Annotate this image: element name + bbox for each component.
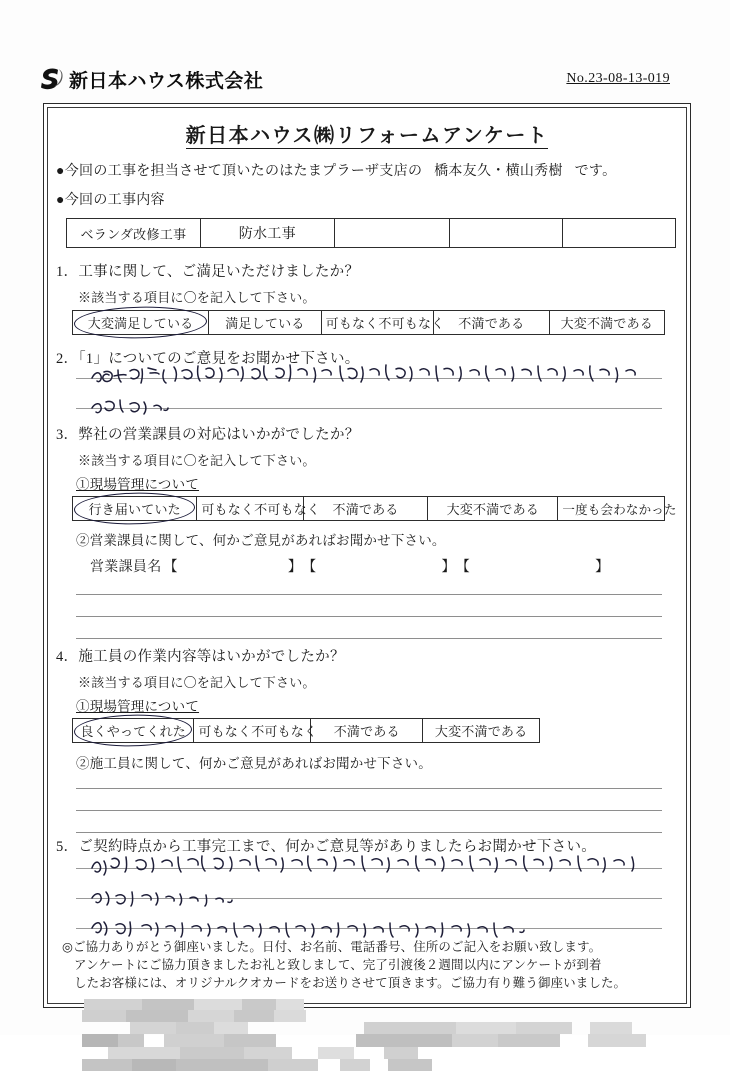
page-header — [38, 62, 692, 96]
question-3-answer-lines[interactable] — [56, 594, 678, 639]
q3-rule-2 — [76, 616, 662, 617]
document-number: No.23-08-13-019 — [566, 71, 670, 86]
personal-info-redacted — [78, 999, 678, 1071]
sales-staff-name-label: 営業課員名 — [90, 560, 162, 575]
q4-option-1[interactable]: 可もなく不可もなく — [194, 719, 311, 743]
question-1-text: 1．工事に関して、ご満足いただけましたか？ — [56, 264, 360, 280]
q4-option-0[interactable]: 良くやってくれた — [73, 719, 194, 743]
question-4-sublabel-2: ②施工員に関して、何かご意見があればお聞かせ下さい。 — [76, 756, 432, 771]
q4-option-3[interactable]: 大変不満である — [423, 719, 540, 743]
q5-rule-3 — [76, 928, 662, 929]
staff-names: 橋本友久・横山秀樹 — [434, 164, 563, 179]
q3-rule-1 — [76, 594, 662, 595]
table-row — [73, 311, 665, 335]
q3-option-4[interactable]: 一度も会わなかった — [558, 497, 665, 521]
intro-line — [56, 160, 678, 180]
question-3-text: 3．弊社の営業課員の対応はいかがでしたか？ — [56, 427, 360, 443]
work-content-table — [66, 218, 676, 248]
footer-line-1: ◎ご協力ありがとう御座いました。日付、お名前、電話番号、住所のご記入をお願い致します。 — [62, 940, 602, 954]
footer-note — [62, 939, 678, 992]
q4-option-2[interactable]: 不満である — [311, 719, 423, 743]
question-3-sublabel-1 — [76, 473, 678, 493]
page-title-text: 新日本ハウス㈱リフォームアンケート — [185, 125, 549, 147]
q3-rule-3 — [76, 638, 662, 639]
footer-line-3: したお客様には、オリジナルクオカードをお送りさせて頂きます。ご協力有り難う御座いました。 — [74, 975, 627, 990]
question-3-sublabel-2: ②営業課員に関して、何かご意見があればお聞かせ下さい。 — [76, 533, 446, 548]
work-cell-5[interactable] — [562, 219, 675, 248]
company-branding — [38, 66, 263, 93]
intro-text: ●今回の工事を担当させて頂いたのはたまプラーザ支店の — [56, 164, 423, 179]
q1-option-0[interactable]: 大変満足している — [73, 311, 209, 335]
question-4-sublabel-1 — [76, 695, 678, 715]
table-row — [73, 719, 540, 743]
q3-sublabel-1-text: ①現場管理について — [76, 477, 200, 492]
question-4-note: ※該当する項目に〇を記入して下さい。 — [78, 675, 316, 690]
question-4-text: 4．施工員の作業内容等はいかがでしたか？ — [56, 649, 345, 665]
question-4-answer-lines[interactable] — [56, 788, 678, 833]
sales-staff-name-row — [90, 556, 678, 576]
question-1-options — [72, 310, 665, 335]
q3-option-2[interactable]: 不満である — [303, 497, 427, 521]
question-3-options — [72, 496, 677, 521]
table-row — [67, 219, 676, 248]
question-2-answer-area[interactable] — [56, 378, 678, 409]
q4-rule-2 — [76, 810, 662, 811]
sales-staff-field-2[interactable]: 【 】 — [302, 560, 456, 575]
page-title — [56, 119, 678, 148]
company-name: 新日本ハウス株式会社 — [69, 69, 264, 92]
q1-option-3[interactable]: 不満である — [434, 311, 549, 335]
q2-rule-2 — [76, 408, 662, 409]
shinnihon-house-logo-icon — [38, 67, 64, 91]
q1-option-4[interactable]: 大変不満である — [549, 311, 664, 335]
footer-line-2: アンケートにご協力頂きましたお礼と致しまして、完了引渡後２週間以内にアンケートが到着 — [74, 957, 602, 972]
question-5-text: 5．ご契約時点から工事完工まで、何かご意見等がありましたらお聞かせ下さい。 — [56, 839, 597, 855]
table-row — [73, 497, 665, 521]
sales-staff-field-3[interactable]: 【 】 — [455, 560, 610, 575]
question-3-note: ※該当する項目に〇を記入して下さい。 — [78, 453, 316, 468]
form-frame — [43, 103, 691, 1008]
question-5-answer-area[interactable] — [56, 868, 678, 929]
question-1-note: ※該当する項目に〇を記入して下さい。 — [78, 290, 316, 305]
work-cell-4[interactable] — [450, 219, 563, 248]
q1-option-1[interactable]: 満足している — [209, 311, 321, 335]
q3-option-0[interactable]: 行き届いていた — [73, 497, 197, 521]
work-cell-1[interactable]: ベランダ改修工事 — [67, 219, 201, 248]
q3-option-1[interactable]: 可もなく不可もなく — [197, 497, 304, 521]
q4-rule-3 — [76, 832, 662, 833]
question-4-options — [72, 718, 540, 743]
work-cell-3[interactable] — [334, 219, 450, 248]
q3-option-3[interactable]: 大変不満である — [428, 497, 558, 521]
intro-suffix: です。 — [574, 164, 617, 179]
question-2-text: 2．「1」についてのご意見をお聞かせ下さい。 — [56, 351, 360, 367]
q4-sublabel-1-text: ①現場管理について — [76, 699, 200, 714]
work-cell-2[interactable]: 防水工事 — [200, 219, 334, 248]
sales-staff-field-1[interactable]: 【 】 — [163, 560, 303, 575]
work-content-label: ●今回の工事内容 — [56, 193, 165, 208]
q4-rule-1 — [76, 788, 662, 789]
q1-option-2[interactable]: 可もなく不可もなく — [321, 311, 433, 335]
